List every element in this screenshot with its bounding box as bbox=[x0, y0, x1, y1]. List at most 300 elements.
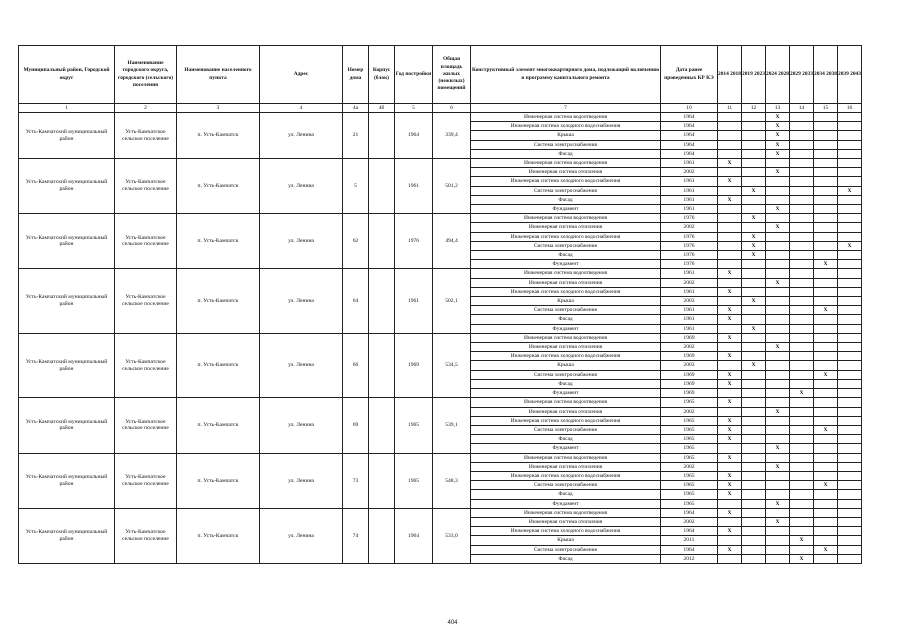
previous-repair-date-cell: 1969 bbox=[661, 379, 718, 388]
period-cell bbox=[718, 462, 742, 471]
period-cell bbox=[718, 453, 742, 462]
period-cell bbox=[718, 444, 742, 453]
period-cell bbox=[838, 159, 862, 168]
period-cell bbox=[838, 113, 862, 122]
period-cell bbox=[718, 131, 742, 140]
period-cell bbox=[790, 536, 814, 545]
period-cell bbox=[814, 113, 838, 122]
period-cell bbox=[814, 260, 838, 269]
element-name-cell: Инженерная система холодного водоснабжения bbox=[471, 527, 661, 536]
column-header: Номер дома bbox=[343, 46, 369, 104]
period-cell bbox=[814, 554, 838, 563]
previous-repair-date-cell: 1964 bbox=[661, 113, 718, 122]
column-number-row bbox=[19, 104, 862, 113]
period-cell bbox=[718, 241, 742, 250]
element-name-cell: Инженерная система отопления bbox=[471, 462, 661, 471]
column-number: 7 bbox=[471, 104, 661, 113]
area-cell: 539,1 bbox=[433, 398, 471, 453]
period-cell bbox=[742, 113, 766, 122]
period-cell bbox=[790, 122, 814, 131]
element-name-cell: Инженерная система водоотведения bbox=[471, 269, 661, 278]
district-cell: Усть-Камчатский муниципальный район bbox=[19, 508, 115, 563]
period-cell bbox=[814, 168, 838, 177]
period-cell bbox=[814, 444, 838, 453]
settlement-cell: Усть-Камчатское сельское поселение bbox=[115, 453, 177, 508]
period-cell bbox=[838, 453, 862, 462]
period-cell bbox=[814, 425, 838, 434]
repair-mark: X bbox=[751, 215, 756, 222]
repair-mark: X bbox=[775, 518, 780, 525]
period-cell bbox=[742, 324, 766, 333]
period-cell bbox=[742, 140, 766, 149]
period-cell bbox=[742, 527, 766, 536]
district-cell: Усть-Камчатский муниципальный район bbox=[19, 214, 115, 269]
period-cell bbox=[742, 159, 766, 168]
repair-mark: X bbox=[775, 169, 780, 176]
period-cell bbox=[814, 287, 838, 296]
period-cell bbox=[766, 113, 790, 122]
period-cell bbox=[790, 186, 814, 195]
repair-mark: X bbox=[727, 399, 732, 406]
period-cell bbox=[790, 232, 814, 241]
locality-cell: п. Усть-Камчатск bbox=[177, 398, 260, 453]
period-cell bbox=[718, 352, 742, 361]
period-cell bbox=[742, 379, 766, 388]
previous-repair-date-cell: 1965 bbox=[661, 481, 718, 490]
period-cell bbox=[718, 149, 742, 158]
period-cell bbox=[742, 490, 766, 499]
element-name-cell: Инженерная система отопления bbox=[471, 168, 661, 177]
column-header: 2034 2038 bbox=[814, 46, 838, 104]
previous-repair-date-cell: 2012 bbox=[661, 554, 718, 563]
element-name-cell: Инженерная система холодного водоснабжения bbox=[471, 352, 661, 361]
period-cell bbox=[718, 168, 742, 177]
column-header: 2019 2023 bbox=[742, 46, 766, 104]
period-cell bbox=[766, 186, 790, 195]
street-cell: ул. Ленина bbox=[260, 508, 343, 563]
period-cell bbox=[766, 490, 790, 499]
element-name-cell: Фасад bbox=[471, 379, 661, 388]
period-cell bbox=[766, 508, 790, 517]
period-cell bbox=[766, 517, 790, 526]
period-cell bbox=[838, 435, 862, 444]
column-header: Муниципальный район, Городской округ bbox=[19, 46, 115, 104]
period-cell bbox=[838, 214, 862, 223]
element-name-cell: Крыша bbox=[471, 361, 661, 370]
column-number: 4б bbox=[369, 104, 395, 113]
repair-mark: X bbox=[727, 353, 732, 360]
element-name-cell: Система электроснабжения bbox=[471, 140, 661, 149]
element-name-cell: Крыша bbox=[471, 297, 661, 306]
element-name-cell: Инженерная система водоотведения bbox=[471, 453, 661, 462]
previous-repair-date-cell: 1965 bbox=[661, 471, 718, 480]
column-header: Общая площадь жилых (нежилых) помещений bbox=[433, 46, 471, 104]
period-cell bbox=[814, 297, 838, 306]
period-cell bbox=[814, 122, 838, 131]
element-name-cell: Фундамент bbox=[471, 324, 661, 333]
previous-repair-date-cell: 1964 bbox=[661, 140, 718, 149]
period-cell bbox=[790, 324, 814, 333]
period-cell bbox=[814, 398, 838, 407]
period-cell bbox=[766, 278, 790, 287]
street-cell: ул. Ленина bbox=[260, 269, 343, 333]
previous-repair-date-cell: 2002 bbox=[661, 278, 718, 287]
period-cell bbox=[838, 481, 862, 490]
period-cell bbox=[814, 149, 838, 158]
repair-mark: X bbox=[799, 390, 804, 397]
previous-repair-date-cell: 1976 bbox=[661, 232, 718, 241]
build-year-cell: 1965 bbox=[395, 453, 433, 508]
element-name-cell: Инженерная система водоотведения bbox=[471, 333, 661, 342]
period-cell bbox=[718, 333, 742, 342]
element-name-cell: Инженерная система отопления bbox=[471, 517, 661, 526]
period-cell bbox=[814, 333, 838, 342]
period-cell bbox=[718, 435, 742, 444]
district-cell: Усть-Камчатский муниципальный район bbox=[19, 453, 115, 508]
period-cell bbox=[814, 223, 838, 232]
repair-mark: X bbox=[727, 288, 732, 295]
period-cell bbox=[742, 462, 766, 471]
previous-repair-date-cell: 2011 bbox=[661, 536, 718, 545]
period-cell bbox=[814, 517, 838, 526]
element-name-cell: Инженерная система холодного водоснабжения bbox=[471, 471, 661, 480]
period-cell bbox=[838, 545, 862, 554]
period-cell bbox=[718, 517, 742, 526]
period-cell bbox=[718, 232, 742, 241]
period-cell bbox=[742, 223, 766, 232]
table-row bbox=[19, 269, 862, 278]
element-name-cell: Фундамент bbox=[471, 205, 661, 214]
repair-mark: X bbox=[847, 242, 852, 249]
period-cell bbox=[790, 517, 814, 526]
period-cell bbox=[742, 251, 766, 260]
table-row bbox=[19, 453, 862, 462]
period-cell bbox=[838, 527, 862, 536]
period-cell bbox=[718, 251, 742, 260]
previous-repair-date-cell: 2002 bbox=[661, 407, 718, 416]
area-cell: 533,0 bbox=[433, 508, 471, 563]
period-cell bbox=[814, 545, 838, 554]
repair-mark: X bbox=[799, 555, 804, 562]
element-name-cell: Инженерная система холодного водоснабжения bbox=[471, 232, 661, 241]
element-name-cell: Крыша bbox=[471, 536, 661, 545]
period-cell bbox=[838, 462, 862, 471]
period-cell bbox=[766, 306, 790, 315]
area-cell: 501,2 bbox=[433, 159, 471, 214]
period-cell bbox=[766, 195, 790, 204]
period-cell bbox=[814, 536, 838, 545]
repair-mark: X bbox=[751, 252, 756, 259]
repair-mark: X bbox=[727, 454, 732, 461]
period-cell bbox=[742, 195, 766, 204]
settlement-cell: Усть-Камчатское сельское поселение bbox=[115, 398, 177, 453]
period-cell bbox=[814, 251, 838, 260]
period-cell bbox=[814, 481, 838, 490]
repair-mark: X bbox=[727, 178, 732, 185]
period-cell bbox=[814, 471, 838, 480]
previous-repair-date-cell: 1964 bbox=[661, 131, 718, 140]
period-cell bbox=[742, 545, 766, 554]
period-cell bbox=[766, 232, 790, 241]
block-cell bbox=[369, 333, 395, 397]
repair-mark: X bbox=[775, 141, 780, 148]
capital-repair-table bbox=[18, 45, 862, 564]
previous-repair-date-cell: 1965 bbox=[661, 398, 718, 407]
period-cell bbox=[790, 352, 814, 361]
period-cell bbox=[766, 324, 790, 333]
previous-repair-date-cell: 1961 bbox=[661, 186, 718, 195]
period-cell bbox=[838, 352, 862, 361]
period-cell bbox=[814, 131, 838, 140]
period-cell bbox=[790, 361, 814, 370]
previous-repair-date-cell: 1965 bbox=[661, 499, 718, 508]
period-cell bbox=[718, 407, 742, 416]
period-cell bbox=[838, 370, 862, 379]
column-header: 2024 2028 bbox=[766, 46, 790, 104]
period-cell bbox=[814, 186, 838, 195]
period-cell bbox=[838, 379, 862, 388]
previous-repair-date-cell: 2002 bbox=[661, 343, 718, 352]
element-name-cell: Инженерная система холодного водоснабжения bbox=[471, 177, 661, 186]
period-cell bbox=[766, 545, 790, 554]
build-year-cell: 1969 bbox=[395, 333, 433, 397]
element-name-cell: Фундамент bbox=[471, 444, 661, 453]
period-cell bbox=[790, 508, 814, 517]
period-cell bbox=[814, 370, 838, 379]
period-cell bbox=[718, 527, 742, 536]
repair-mark: X bbox=[727, 417, 732, 424]
table-row bbox=[19, 214, 862, 223]
repair-mark: X bbox=[775, 408, 780, 415]
period-cell bbox=[790, 545, 814, 554]
period-cell bbox=[742, 241, 766, 250]
repair-mark: X bbox=[823, 261, 828, 268]
period-cell bbox=[838, 251, 862, 260]
period-cell bbox=[814, 177, 838, 186]
settlement-cell: Усть-Камчатское сельское поселение bbox=[115, 159, 177, 214]
repair-mark: X bbox=[727, 482, 732, 489]
repair-mark: X bbox=[727, 196, 732, 203]
period-cell bbox=[718, 370, 742, 379]
block-cell bbox=[369, 269, 395, 333]
element-name-cell: Система электроснабжения bbox=[471, 370, 661, 379]
previous-repair-date-cell: 1965 bbox=[661, 425, 718, 434]
element-name-cell: Фасад bbox=[471, 554, 661, 563]
element-name-cell: Система электроснабжения bbox=[471, 425, 661, 434]
period-cell bbox=[766, 149, 790, 158]
repair-mark: X bbox=[799, 537, 804, 544]
period-cell bbox=[742, 205, 766, 214]
period-cell bbox=[838, 195, 862, 204]
repair-mark: X bbox=[775, 445, 780, 452]
period-cell bbox=[790, 379, 814, 388]
period-cell bbox=[742, 435, 766, 444]
period-cell bbox=[790, 131, 814, 140]
period-cell bbox=[790, 343, 814, 352]
element-name-cell: Инженерная система отопления bbox=[471, 278, 661, 287]
repair-mark: X bbox=[775, 463, 780, 470]
locality-cell: п. Усть-Камчатск bbox=[177, 333, 260, 397]
period-cell bbox=[790, 168, 814, 177]
previous-repair-date-cell: 1964 bbox=[661, 122, 718, 131]
table-row bbox=[19, 508, 862, 517]
settlement-cell: Усть-Камчатское сельское поселение bbox=[115, 269, 177, 333]
element-name-cell: Фасад bbox=[471, 435, 661, 444]
street-cell: ул. Ленина bbox=[260, 398, 343, 453]
period-cell bbox=[742, 508, 766, 517]
element-name-cell: Инженерная система водоотведения bbox=[471, 508, 661, 517]
period-cell bbox=[790, 462, 814, 471]
district-cell: Усть-Камчатский муниципальный район bbox=[19, 269, 115, 333]
repair-mark: X bbox=[823, 426, 828, 433]
repair-mark: X bbox=[775, 279, 780, 286]
period-cell bbox=[766, 159, 790, 168]
period-cell bbox=[742, 186, 766, 195]
period-cell bbox=[814, 389, 838, 398]
period-cell bbox=[766, 499, 790, 508]
column-number: 2 bbox=[115, 104, 177, 113]
period-cell bbox=[718, 140, 742, 149]
period-cell bbox=[718, 379, 742, 388]
element-name-cell: Фасад bbox=[471, 251, 661, 260]
period-cell bbox=[766, 398, 790, 407]
period-cell bbox=[718, 260, 742, 269]
period-cell bbox=[742, 471, 766, 480]
period-cell bbox=[838, 306, 862, 315]
previous-repair-date-cell: 2002 bbox=[661, 168, 718, 177]
previous-repair-date-cell: 1976 bbox=[661, 251, 718, 260]
period-cell bbox=[742, 517, 766, 526]
period-cell bbox=[838, 315, 862, 324]
area-cell: 534,5 bbox=[433, 333, 471, 397]
period-cell bbox=[718, 481, 742, 490]
period-cell bbox=[838, 333, 862, 342]
period-cell bbox=[790, 481, 814, 490]
area-cell: 339,4 bbox=[433, 113, 471, 159]
period-cell bbox=[838, 554, 862, 563]
column-number: 11 bbox=[718, 104, 742, 113]
repair-mark: X bbox=[727, 160, 732, 167]
period-cell bbox=[838, 278, 862, 287]
column-header: Наименование городского округа, городского (сельского) поселения bbox=[115, 46, 177, 104]
period-cell bbox=[790, 260, 814, 269]
period-cell bbox=[742, 177, 766, 186]
district-cell: Усть-Камчатский муниципальный район bbox=[19, 333, 115, 397]
repair-mark: X bbox=[751, 242, 756, 249]
element-name-cell: Фундамент bbox=[471, 499, 661, 508]
column-header: 2014 2018 bbox=[718, 46, 742, 104]
repair-mark: X bbox=[775, 206, 780, 213]
period-cell bbox=[838, 140, 862, 149]
previous-repair-date-cell: 1961 bbox=[661, 315, 718, 324]
period-cell bbox=[838, 232, 862, 241]
column-header: 2039 2043 bbox=[838, 46, 862, 104]
period-cell bbox=[838, 508, 862, 517]
element-name-cell: Система электроснабжения bbox=[471, 481, 661, 490]
settlement-cell: Усть-Камчатское сельское поселение bbox=[115, 508, 177, 563]
period-cell bbox=[766, 352, 790, 361]
period-cell bbox=[742, 149, 766, 158]
repair-mark: X bbox=[727, 472, 732, 479]
period-cell bbox=[766, 435, 790, 444]
element-name-cell: Инженерная система водоотведения bbox=[471, 214, 661, 223]
period-cell bbox=[814, 278, 838, 287]
previous-repair-date-cell: 1965 bbox=[661, 435, 718, 444]
period-cell bbox=[814, 306, 838, 315]
area-cell: 502,1 bbox=[433, 269, 471, 333]
repair-mark: X bbox=[775, 123, 780, 130]
repair-mark: X bbox=[751, 325, 756, 332]
period-cell bbox=[814, 195, 838, 204]
block-cell bbox=[369, 214, 395, 269]
table-row bbox=[19, 159, 862, 168]
element-name-cell: Система электроснабжения bbox=[471, 241, 661, 250]
period-cell bbox=[742, 315, 766, 324]
element-name-cell: Фасад bbox=[471, 195, 661, 204]
period-cell bbox=[718, 536, 742, 545]
period-cell bbox=[742, 425, 766, 434]
previous-repair-date-cell: 2003 bbox=[661, 297, 718, 306]
period-cell bbox=[838, 536, 862, 545]
period-cell bbox=[766, 315, 790, 324]
period-cell bbox=[718, 306, 742, 315]
period-cell bbox=[718, 297, 742, 306]
period-cell bbox=[790, 315, 814, 324]
period-cell bbox=[814, 435, 838, 444]
element-name-cell: Система электроснабжения bbox=[471, 545, 661, 554]
period-cell bbox=[718, 490, 742, 499]
house-number-cell: 73 bbox=[343, 453, 369, 508]
street-cell: ул. Ленина bbox=[260, 214, 343, 269]
period-cell bbox=[790, 333, 814, 342]
period-cell bbox=[742, 499, 766, 508]
period-cell bbox=[814, 462, 838, 471]
previous-repair-date-cell: 1969 bbox=[661, 389, 718, 398]
element-name-cell: Инженерная система водоотведения bbox=[471, 398, 661, 407]
period-cell bbox=[742, 269, 766, 278]
period-cell bbox=[814, 416, 838, 425]
period-cell bbox=[814, 352, 838, 361]
build-year-cell: 1961 bbox=[395, 159, 433, 214]
period-cell bbox=[718, 315, 742, 324]
period-cell bbox=[814, 343, 838, 352]
previous-repair-date-cell: 1976 bbox=[661, 260, 718, 269]
period-cell bbox=[718, 425, 742, 434]
column-number: 13 bbox=[766, 104, 790, 113]
period-cell bbox=[766, 333, 790, 342]
period-cell bbox=[742, 232, 766, 241]
period-cell bbox=[766, 536, 790, 545]
period-cell bbox=[718, 471, 742, 480]
period-cell bbox=[814, 527, 838, 536]
period-cell bbox=[766, 527, 790, 536]
block-cell bbox=[369, 159, 395, 214]
block-cell bbox=[369, 398, 395, 453]
repair-mark: X bbox=[727, 491, 732, 498]
period-cell bbox=[814, 140, 838, 149]
period-cell bbox=[718, 159, 742, 168]
period-cell bbox=[790, 251, 814, 260]
period-cell bbox=[838, 425, 862, 434]
period-cell bbox=[742, 407, 766, 416]
period-cell bbox=[838, 131, 862, 140]
period-cell bbox=[718, 269, 742, 278]
period-cell bbox=[718, 398, 742, 407]
previous-repair-date-cell: 1965 bbox=[661, 490, 718, 499]
period-cell bbox=[790, 306, 814, 315]
period-cell bbox=[766, 379, 790, 388]
column-number: 16 bbox=[838, 104, 862, 113]
